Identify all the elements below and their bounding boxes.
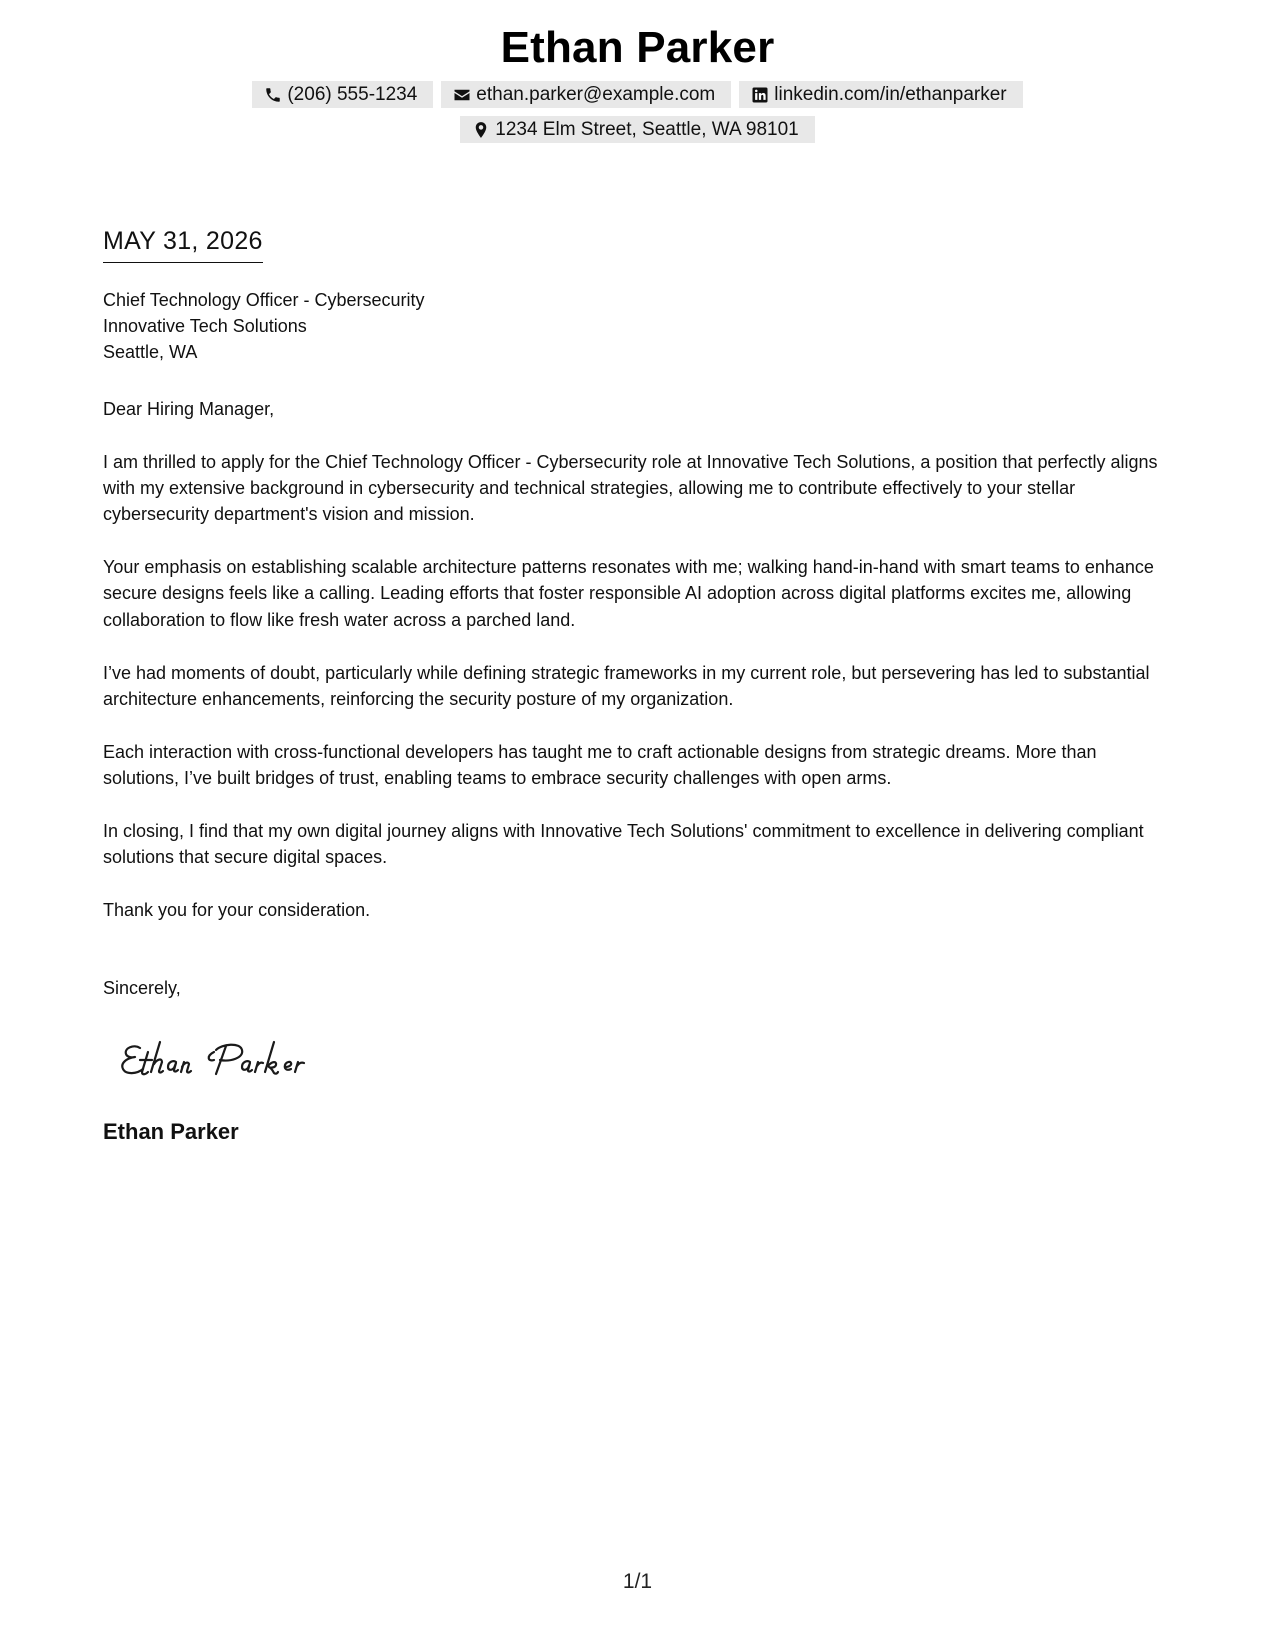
contact-phone[interactable] [252,81,433,108]
contact-row-primary [0,81,1275,108]
salutation: Dear Hiring Manager, [103,399,275,419]
map-pin-icon [472,121,490,139]
contact-row-secondary [0,116,1275,143]
recipient-company: Innovative Tech Solutions [103,316,307,336]
letter-body [103,396,1171,950]
applicant-name: Ethan Parker [500,23,775,72]
envelope-icon [453,86,471,104]
linkedin-text: linkedin.com/in/ethanparker [774,83,1007,105]
body-paragraph: I am thrilled to apply for the Chief Technology Officer - Cybersecurity role at Innovative Tech Solutions, a position that perfectly aligns with my extensive background in cybersecurity and technical strategies, allowing me to contribute effectively to your stellar cybersecurity department's vision and mission. [103,451,1158,525]
body-paragraph: Each interaction with cross-functional developers has taught me to craft actionable designs from strategic dreams. More than solutions, I’ve built bridges of trust, enabling teams to embrace security challenges with open arms. [103,741,1097,788]
contact-linkedin[interactable] [739,81,1022,108]
contact-address[interactable] [460,116,814,143]
body-paragraph: Your emphasis on establishing scalable architecture patterns resonates with me; walking hand-in-hand with smart teams to enhance secure designs feels like a calling. Leading efforts that foster responsible AI adoption across digital platforms excites me, allowing collaboration to flow like fresh water across a parched land. [103,557,1154,630]
address-text: 1234 Elm Street, Seattle, WA 98101 [495,118,799,140]
page-number: 1/1 [622,1570,653,1593]
phone-text: (206) 555-1234 [287,83,418,105]
contact-email[interactable] [441,81,731,108]
body-paragraph-thanks: Thank you for your consideration. [103,899,371,920]
phone-icon [264,86,282,104]
body-paragraph: I’ve had moments of doubt, particularly while defining strategic frameworks in my current role, but persevering has led to substantial architecture enhancements, reinforcing the security posture of my organization. [103,662,1150,709]
signer-name: Ethan Parker [103,1119,239,1144]
email-text: ethan.parker@example.com [476,83,716,105]
recipient-location: Seattle, WA [103,342,198,362]
linkedin-icon [751,86,769,104]
recipient-title: Chief Technology Officer - Cybersecurity [103,290,425,310]
body-paragraph: In closing, I find that my own digital journey aligns with Innovative Tech Solutions' commitment to excellence in delivering compliant solutions that secure digital spaces. [103,820,1144,868]
letter-date: MAY 31, 2026 [103,226,263,263]
recipient-block [103,287,424,365]
handwritten-signature [118,1030,348,1090]
closing-phrase: Sincerely, [103,978,181,998]
